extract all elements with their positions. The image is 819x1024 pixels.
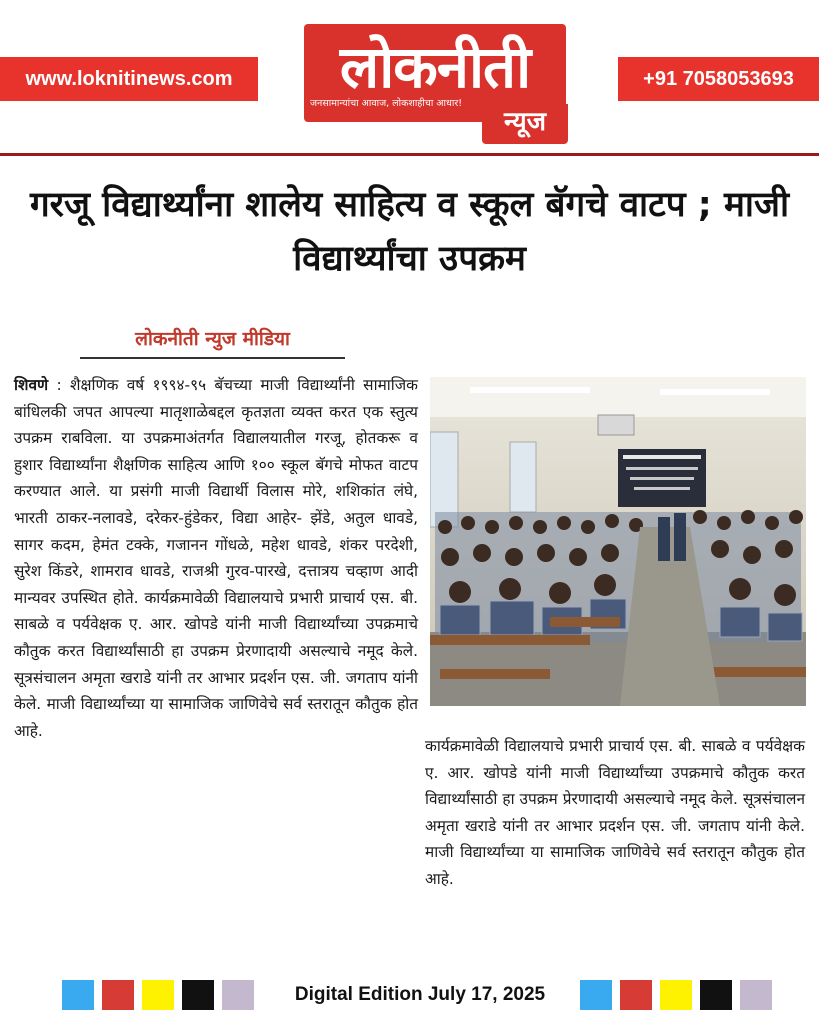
edition-date: Digital Edition July 17, 2025: [294, 984, 546, 1005]
swatch-lavender: [222, 980, 254, 1010]
website-url[interactable]: www.loknitinews.com: [25, 67, 233, 90]
swatch-red: [102, 980, 134, 1010]
website-banner[interactable]: [0, 57, 258, 101]
article-body-left: [14, 372, 418, 744]
swatch-lavender: [740, 980, 772, 1010]
swatch-yellow: [660, 980, 692, 1010]
phone-number[interactable]: +91 7058053693: [643, 67, 794, 90]
phone-banner[interactable]: [618, 57, 819, 101]
swatch-black: [182, 980, 214, 1010]
byline-divider: [80, 357, 345, 359]
swatch-cyan: [580, 980, 612, 1010]
event-photo: [430, 377, 806, 706]
article-byline: लोकनीती न्युज मीडिया: [135, 328, 290, 350]
header-divider: [0, 153, 819, 156]
dateline: शिवणे: [14, 376, 49, 394]
color-swatches-left: [62, 980, 254, 1010]
body-text-left: : शैक्षणिक वर्ष १९९४-९५ बॅचच्या माजी विद्यार्थ्यांनी सामाजिक बांधिलकी जपत आपल्या मातृशाळेबद्दल कृतज्ञता व्यक्त करत एक स्तुत्य उपक्रम राबविला. या उपक्रमाअंतर्गत विद्यालयातील गरजू, होतकरू व हुशार विद्यार्थ्यांना शैक्षणिक साहित्य आणि १०० स्कूल बॅगचे मोफत वाटप करण्यात आले. या प्रसंगी माजी विद्यार्थी विलास मोरे, शशिकांत लंघे, भारती ठाकर-नलावडे, दरेकर-हुंडेकर, विद्या आहेर- झेंडे, अतुल धावडे, सागर कदम, हेमंत टक्के, गजानन गोंधळे, महेश धावडे, शंकर परदेशी, सुरेश किंडरे, शामराव धावडे, राजश्री गुरव-पारखे, दत्तात्रय चव्हाण आदी मान्यवर उपस्थित होते. कार्यक्रमावेळी विद्यालयाचे प्रभारी प्राचार्य एस. बी. साबळे व पर्यवेक्षक ए. आर. खोपडे यांनी माजी विद्यार्थ्यांच्या उपक्रमाचे कौतुक करत विद्यार्थ्यांसाठी हा उपक्रम प्रेरणादायी असल्याचे नमूद केले. सूत्रसंचालन अमृता खराडे यांनी तर आभार प्रदर्शन एस. जी. जगताप यांनी केले. माजी विद्यार्थ्यांच्या या सामाजिक जाणिवेचे सर्व स्तरातून कौतुक होत आहे.: [14, 376, 418, 740]
color-swatches-right: [580, 980, 772, 1010]
logo-sub-wordmark: न्यूज: [482, 104, 568, 144]
article-body-right: कार्यक्रमावेळी विद्यालयाचे प्रभारी प्राचार्य एस. बी. साबळे व पर्यवेक्षक ए. आर. खोपडे यांनी माजी विद्यार्थ्यांच्या उपक्रमाचे कौतुक करत विद्यार्थ्यांसाठी हा उपक्रम प्रेरणादायी असल्याचे नमूद केले. सूत्रसंचालन अमृता खराडे यांनी तर आभार प्रदर्शन एस. जी. जगताप यांनी केले. माजी विद्यार्थ्यांच्या या सामाजिक जाणिवेचे सर्व स्तरातून कौतुक होत आहे.: [425, 737, 805, 888]
logo-tagline: जनसामान्यांचा आवाज, लोकशाहीचा आधार!: [310, 98, 463, 109]
classroom-photo-graphic: [430, 377, 806, 706]
swatch-red: [620, 980, 652, 1010]
logo-wordmark: लोकनीती: [304, 24, 566, 122]
swatch-yellow: [142, 980, 174, 1010]
swatch-cyan: [62, 980, 94, 1010]
swatch-black: [700, 980, 732, 1010]
masthead-logo: [304, 24, 566, 144]
article-headline: गरजू विद्यार्थ्यांना शालेय साहित्य व स्कूल बॅगचे वाटप ; माजी विद्यार्थ्यांचा उपक्रम: [29, 185, 790, 279]
